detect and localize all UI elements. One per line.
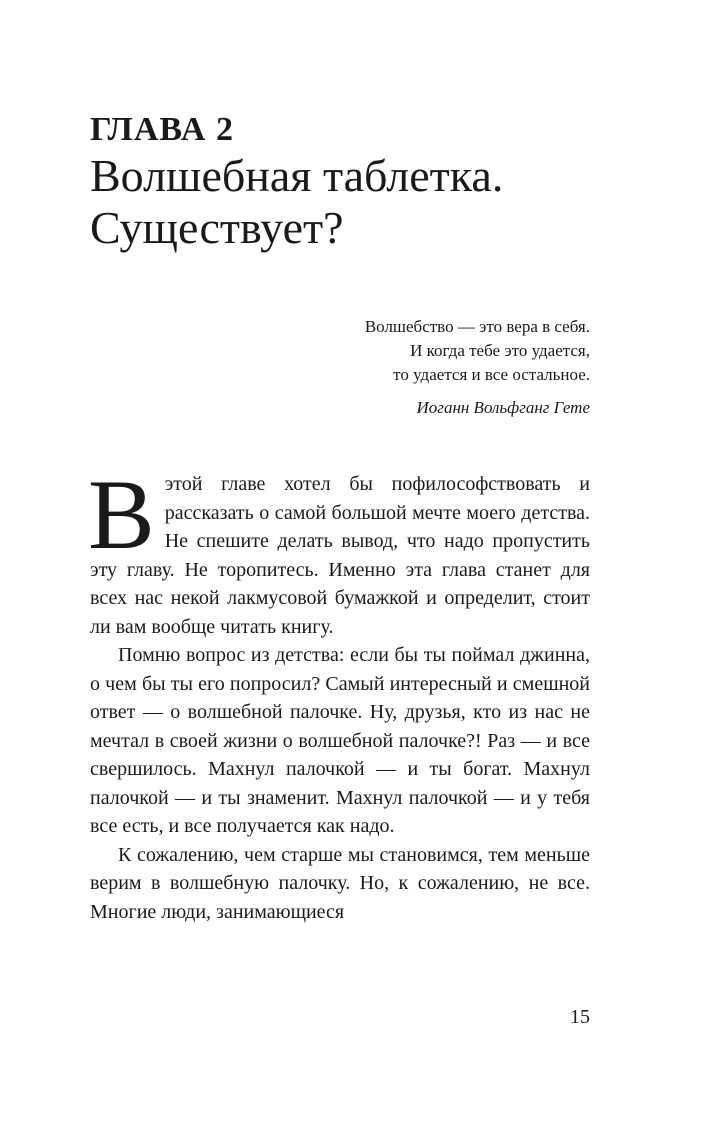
chapter-label: ГЛАВА 2: [90, 111, 234, 148]
epigraph-line-1: Волшебство — это вера в себя.: [364, 317, 590, 336]
epigraph-line-3: то удается и все остальное.: [393, 365, 590, 384]
paragraph-3: К сожалению, чем старше мы становимся, тем меньше верим в волшебную палочку. Но, к сожалению, не все. Многие люди, занимающиеся: [90, 843, 590, 923]
drop-cap: В: [88, 459, 155, 570]
epigraph: [365, 315, 590, 420]
epigraph-line-2: И когда тебе это удается,: [410, 341, 590, 360]
page-number: 15: [570, 1006, 590, 1028]
epigraph-author: Иоганн Вольфганг Гете: [416, 398, 590, 417]
chapter-title: [90, 150, 650, 254]
paragraph-2: Помню вопрос из детства: если бы ты поймал джинна, о чем бы ты его попросил? Самый интересный и смешной ответ — о волшебной палочке. Ну, друзья, кто из нас не мечтал в своей жизни о волшебной палочке?! Раз — и все свершилось. Махнул палочкой — и ты богат. Махнул палочкой — и ты знаменит. Махнул палочкой — и у тебя все есть, и все получается как надо.: [90, 644, 590, 837]
paragraph-1: [88, 459, 590, 641]
body-text: [88, 459, 590, 926]
chapter-title-line-2: Существует?: [90, 202, 344, 253]
chapter-title-line-1: Волшебная таблетка.: [90, 150, 504, 201]
paragraph-1-text: этой главе хотел бы пофилософствовать и рассказать о самой большой мечте моего детства. Не спешите делать вывод, что надо пропустить эту главу. Не торопитесь. Именно эта глава станет для всех нас некой лакмусовой бумажкой и определит, стоит ли вам вообще читать книгу.: [90, 473, 590, 638]
